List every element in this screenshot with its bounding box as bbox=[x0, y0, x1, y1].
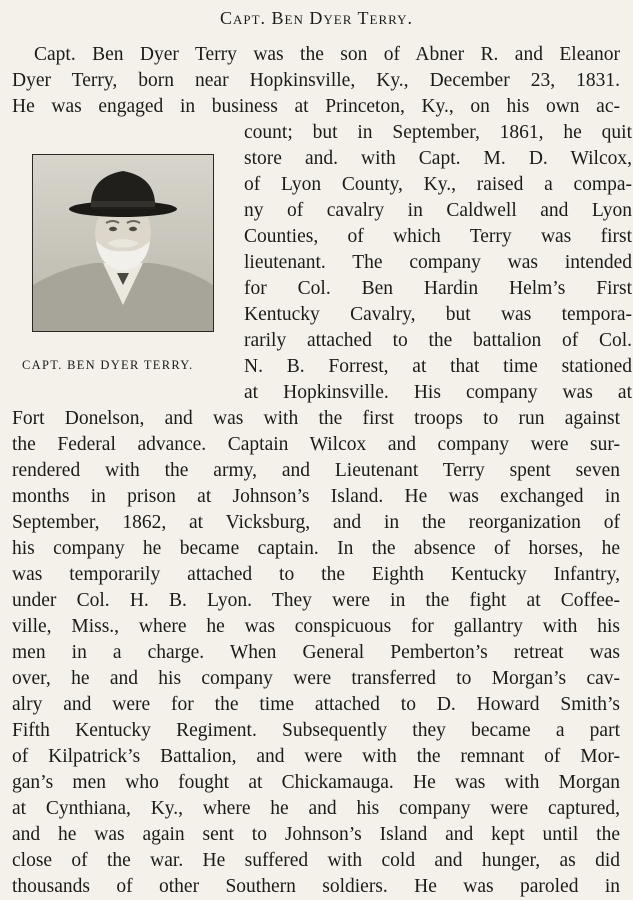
portrait-photo bbox=[32, 154, 214, 332]
text-line: He was engaged in business at Princeton, Ky., on his own ac- bbox=[12, 96, 620, 117]
text-line: over, he and his company were transferred to Morgan’s cav- bbox=[12, 668, 620, 689]
text-line: ny of cavalry in Caldwell and Lyon bbox=[244, 200, 632, 221]
text-line: the Federal advance. Captain Wilcox and company were sur- bbox=[12, 434, 620, 455]
text-line: for Col. Ben Hardin Helm’s First bbox=[244, 278, 632, 299]
text-line: count; but in September, 1861, he quit bbox=[244, 122, 632, 143]
text-line: Fort Donelson, and was with the first troops to run against bbox=[12, 408, 620, 429]
text-line: Counties, of which Terry was first bbox=[244, 226, 632, 247]
text-line: under Col. H. B. Lyon. They were in the fight at Coffee- bbox=[12, 590, 620, 611]
text-line: months in prison at Johnson’s Island. He was exchanged in bbox=[12, 486, 620, 507]
text-line: of Kilpatrick’s Battalion, and were with the remnant of Mor- bbox=[12, 746, 620, 767]
article-heading: Capt. Ben Dyer Terry. bbox=[219, 8, 414, 28]
text-line: N. B. Forrest, at that time stationed bbox=[244, 356, 632, 377]
text-line: lieutenant. The company was intended bbox=[244, 252, 632, 273]
text-line: alry and were for the time attached to D. Howard Smith’s bbox=[12, 694, 620, 715]
text-line: rendered with the army, and Lieutenant Terry spent seven bbox=[12, 460, 620, 481]
text-line: his company he became captain. In the absence of horses, he bbox=[12, 538, 620, 559]
text-line: at Hopkinsville. His company was at bbox=[244, 382, 632, 403]
text-line: was temporarily attached to the Eighth Kentucky Infantry, bbox=[12, 564, 620, 585]
text-line: close of the war. He suffered with cold and hunger, as did bbox=[12, 850, 620, 871]
text-line: Dyer Terry, born near Hopkinsville, Ky., December 23, 1831. bbox=[12, 70, 620, 91]
text-line: thousands of other Southern soldiers. He was paroled in bbox=[12, 876, 620, 897]
text-line: gan’s men who fought at Chickamauga. He was with Morgan bbox=[12, 772, 620, 793]
text-line: and he was again sent to Johnson’s Island and kept until the bbox=[12, 824, 620, 845]
text-line: Capt. Ben Dyer Terry was the son of Abner R. and Eleanor bbox=[34, 44, 620, 65]
portrait-illustration bbox=[33, 155, 213, 331]
photo-caption: CAPT. BEN DYER TERRY. bbox=[22, 358, 194, 372]
text-line: Kentucky Cavalry, but was tempora- bbox=[244, 304, 632, 325]
text-line: of Lyon County, Ky., raised a compa- bbox=[244, 174, 632, 195]
text-line: ville, Miss., where he was conspicuous for gallantry with his bbox=[12, 616, 620, 637]
text-line: store and. with Capt. M. D. Wilcox, bbox=[244, 148, 632, 169]
text-line: September, 1862, at Vicksburg, and in the reorganization of bbox=[12, 512, 620, 533]
text-line: rarily attached to the battalion of Col. bbox=[244, 330, 632, 351]
text-line: at Cynthiana, Ky., where he and his company were captured, bbox=[12, 798, 620, 819]
text-line: Fifth Kentucky Regiment. Subsequently they became a part bbox=[12, 720, 620, 741]
text-line: men in a charge. When General Pemberton’s retreat was bbox=[12, 642, 620, 663]
